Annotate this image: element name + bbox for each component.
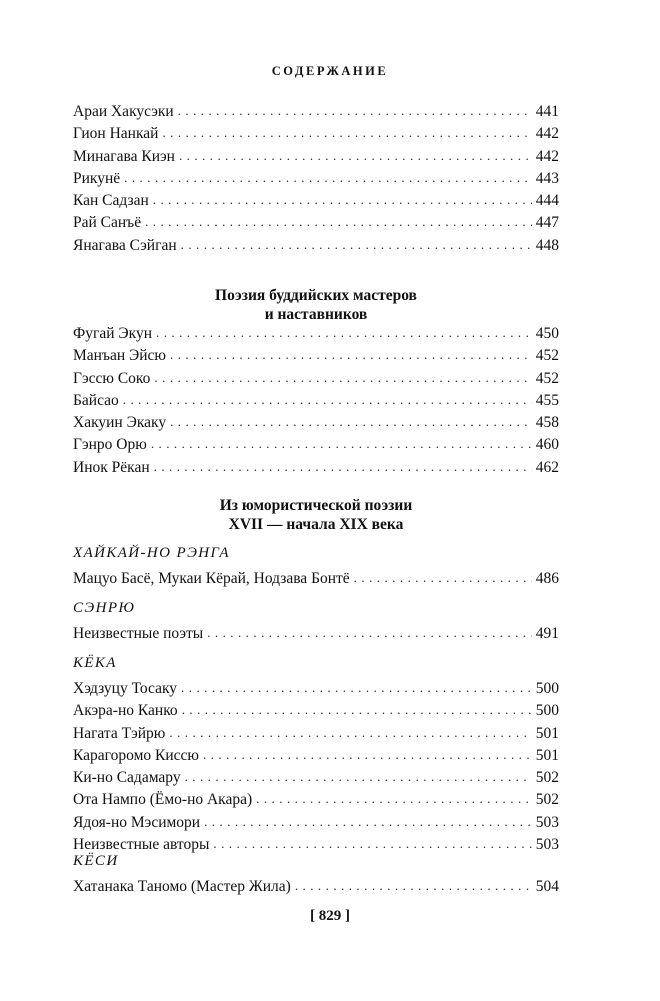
entry-page: 447 xyxy=(535,214,559,232)
dot-leader xyxy=(154,367,531,389)
toc-entry xyxy=(73,723,559,745)
dot-leader xyxy=(162,122,531,144)
entry-label: Гэнро Орю xyxy=(73,436,147,454)
dot-leader xyxy=(123,389,532,411)
dot-leader xyxy=(179,145,532,167)
section-heading xyxy=(73,286,559,324)
entry-page: 450 xyxy=(535,325,559,342)
entry-page: 448 xyxy=(535,236,559,254)
entry-label: Ядоя-но Мэсимори xyxy=(73,813,201,831)
toc-entry xyxy=(73,101,559,123)
dot-leader xyxy=(295,875,532,897)
section-heading-line: и наставников xyxy=(264,306,368,323)
dot-leader xyxy=(182,699,532,721)
entry-label: Нагата Тэйрю xyxy=(73,724,166,742)
entry-label: Ки-но Садамару xyxy=(73,769,181,787)
entry-page: 460 xyxy=(535,436,559,454)
entry-page: 491 xyxy=(535,625,559,642)
dot-leader xyxy=(153,189,532,211)
entry-label: Хэдзуцу Тосаку xyxy=(73,680,178,697)
subsection-heading: КЁКА xyxy=(73,655,117,671)
entry-label: Гион Нанкай xyxy=(73,125,159,143)
dot-leader xyxy=(354,567,532,589)
toc-entry xyxy=(73,745,559,767)
toc-entry xyxy=(73,323,559,345)
subsection-heading: СЭНРЮ xyxy=(73,600,136,616)
dot-leader xyxy=(207,622,532,644)
entry-label: Рай Санъё xyxy=(73,214,142,232)
dot-leader xyxy=(181,234,532,256)
toc-entry xyxy=(73,368,559,390)
toc-entry xyxy=(73,789,559,811)
toc-entry xyxy=(73,412,559,434)
section-heading-line: Из юмористической поэзии xyxy=(219,497,413,514)
dot-leader xyxy=(156,322,532,344)
dot-leader xyxy=(178,100,532,122)
dot-leader xyxy=(204,811,532,833)
subsection-heading: ХАЙКАЙ-НО РЭНГА xyxy=(73,545,230,561)
toc-entry xyxy=(73,434,559,456)
toc-entry xyxy=(73,390,559,412)
toc-group-1 xyxy=(73,101,559,257)
page-number: [ 829 ] xyxy=(310,908,350,924)
entry-page: 500 xyxy=(535,680,559,697)
entry-label: Неизвестные авторы xyxy=(73,836,210,854)
toc-subsection-senryu xyxy=(73,597,559,645)
dot-leader xyxy=(185,766,532,788)
toc-entry xyxy=(73,700,559,722)
entry-label: Байсао xyxy=(73,391,119,409)
toc-entry xyxy=(73,876,559,898)
entry-label: Хакуин Экаку xyxy=(73,414,167,432)
dot-leader xyxy=(151,433,532,455)
section-heading-line: XVII — начала XIX века xyxy=(228,516,404,533)
entry-label: Карагоромо Киссю xyxy=(73,746,199,764)
toc-entry xyxy=(73,457,559,479)
entry-page: 486 xyxy=(535,570,559,587)
toc-section-buddhist-entries xyxy=(73,323,559,479)
entry-page: 500 xyxy=(535,702,559,720)
entry-label: Манъан Эйсю xyxy=(73,347,167,365)
toc-entry xyxy=(73,190,559,212)
entry-label: Неизвестные поэты xyxy=(73,625,204,642)
entry-label: Гэссю Соко xyxy=(73,369,151,387)
entry-page: 501 xyxy=(535,724,559,742)
toc-subsection-haikai xyxy=(73,542,559,590)
entry-page: 452 xyxy=(535,347,559,365)
toc-entry xyxy=(73,623,559,645)
entry-label: Акэра-но Канко xyxy=(73,702,178,720)
toc-entry xyxy=(73,235,559,257)
section-heading xyxy=(73,496,559,534)
toc-entry xyxy=(73,767,559,789)
entry-page: 462 xyxy=(535,458,559,476)
dot-leader xyxy=(170,411,532,433)
entry-label: Мацуо Басё, Мукаи Кёрай, Нодзава Бонтё xyxy=(73,570,350,587)
dot-leader xyxy=(145,211,532,233)
entry-page: 504 xyxy=(535,878,559,895)
entry-label: Рикунё xyxy=(73,169,121,187)
toc-entry xyxy=(73,568,559,590)
entry-page: 442 xyxy=(535,147,559,165)
entry-label: Минагава Киэн xyxy=(73,147,175,165)
toc-entry xyxy=(73,212,559,234)
entry-page: 444 xyxy=(535,192,559,210)
toc-entry xyxy=(73,812,559,834)
entry-label: Хатанака Таномо (Мастер Жила) xyxy=(73,878,291,895)
dot-leader xyxy=(124,167,532,189)
toc-entry xyxy=(73,123,559,145)
toc-section-humor xyxy=(73,496,559,534)
dot-leader xyxy=(154,456,532,478)
dot-leader xyxy=(256,788,532,810)
entry-page: 452 xyxy=(535,369,559,387)
entry-label: Инок Рёкан xyxy=(73,458,150,476)
toc-entry xyxy=(73,168,559,190)
entry-page: 503 xyxy=(535,813,559,831)
entry-page: 458 xyxy=(535,414,559,432)
entry-page: 442 xyxy=(535,125,559,143)
dot-leader xyxy=(203,744,532,766)
entry-page: 502 xyxy=(535,791,559,809)
entry-label: Кан Садзан xyxy=(73,192,149,210)
entry-page: 503 xyxy=(535,836,559,854)
dot-leader xyxy=(169,722,531,744)
section-heading-line: Поэзия буддийских мастеров xyxy=(215,287,417,304)
entry-page: 441 xyxy=(535,103,559,120)
toc-entry xyxy=(73,146,559,168)
toc-entry xyxy=(73,345,559,367)
entry-page: 455 xyxy=(535,391,559,409)
toc-subsection-kyoka xyxy=(73,652,559,856)
dot-leader xyxy=(170,344,532,366)
entry-label: Араи Хакусэки xyxy=(73,103,174,120)
running-header: СОДЕРЖАНИЕ xyxy=(271,64,389,78)
entry-label: Янагава Сэйган xyxy=(73,236,177,254)
dot-leader xyxy=(181,677,532,699)
entry-label: Ота Нампо (Ёмо-но Акара) xyxy=(73,791,253,809)
toc-entry xyxy=(73,678,559,700)
toc-subsection-kyoshi xyxy=(73,850,559,898)
entry-label: Фугай Экун xyxy=(73,325,152,342)
entry-page: 443 xyxy=(535,169,559,187)
toc-section-buddhist xyxy=(73,286,559,324)
entry-page: 502 xyxy=(535,769,559,787)
entry-page: 501 xyxy=(535,746,559,764)
subsection-heading: КЁСИ xyxy=(73,853,119,869)
